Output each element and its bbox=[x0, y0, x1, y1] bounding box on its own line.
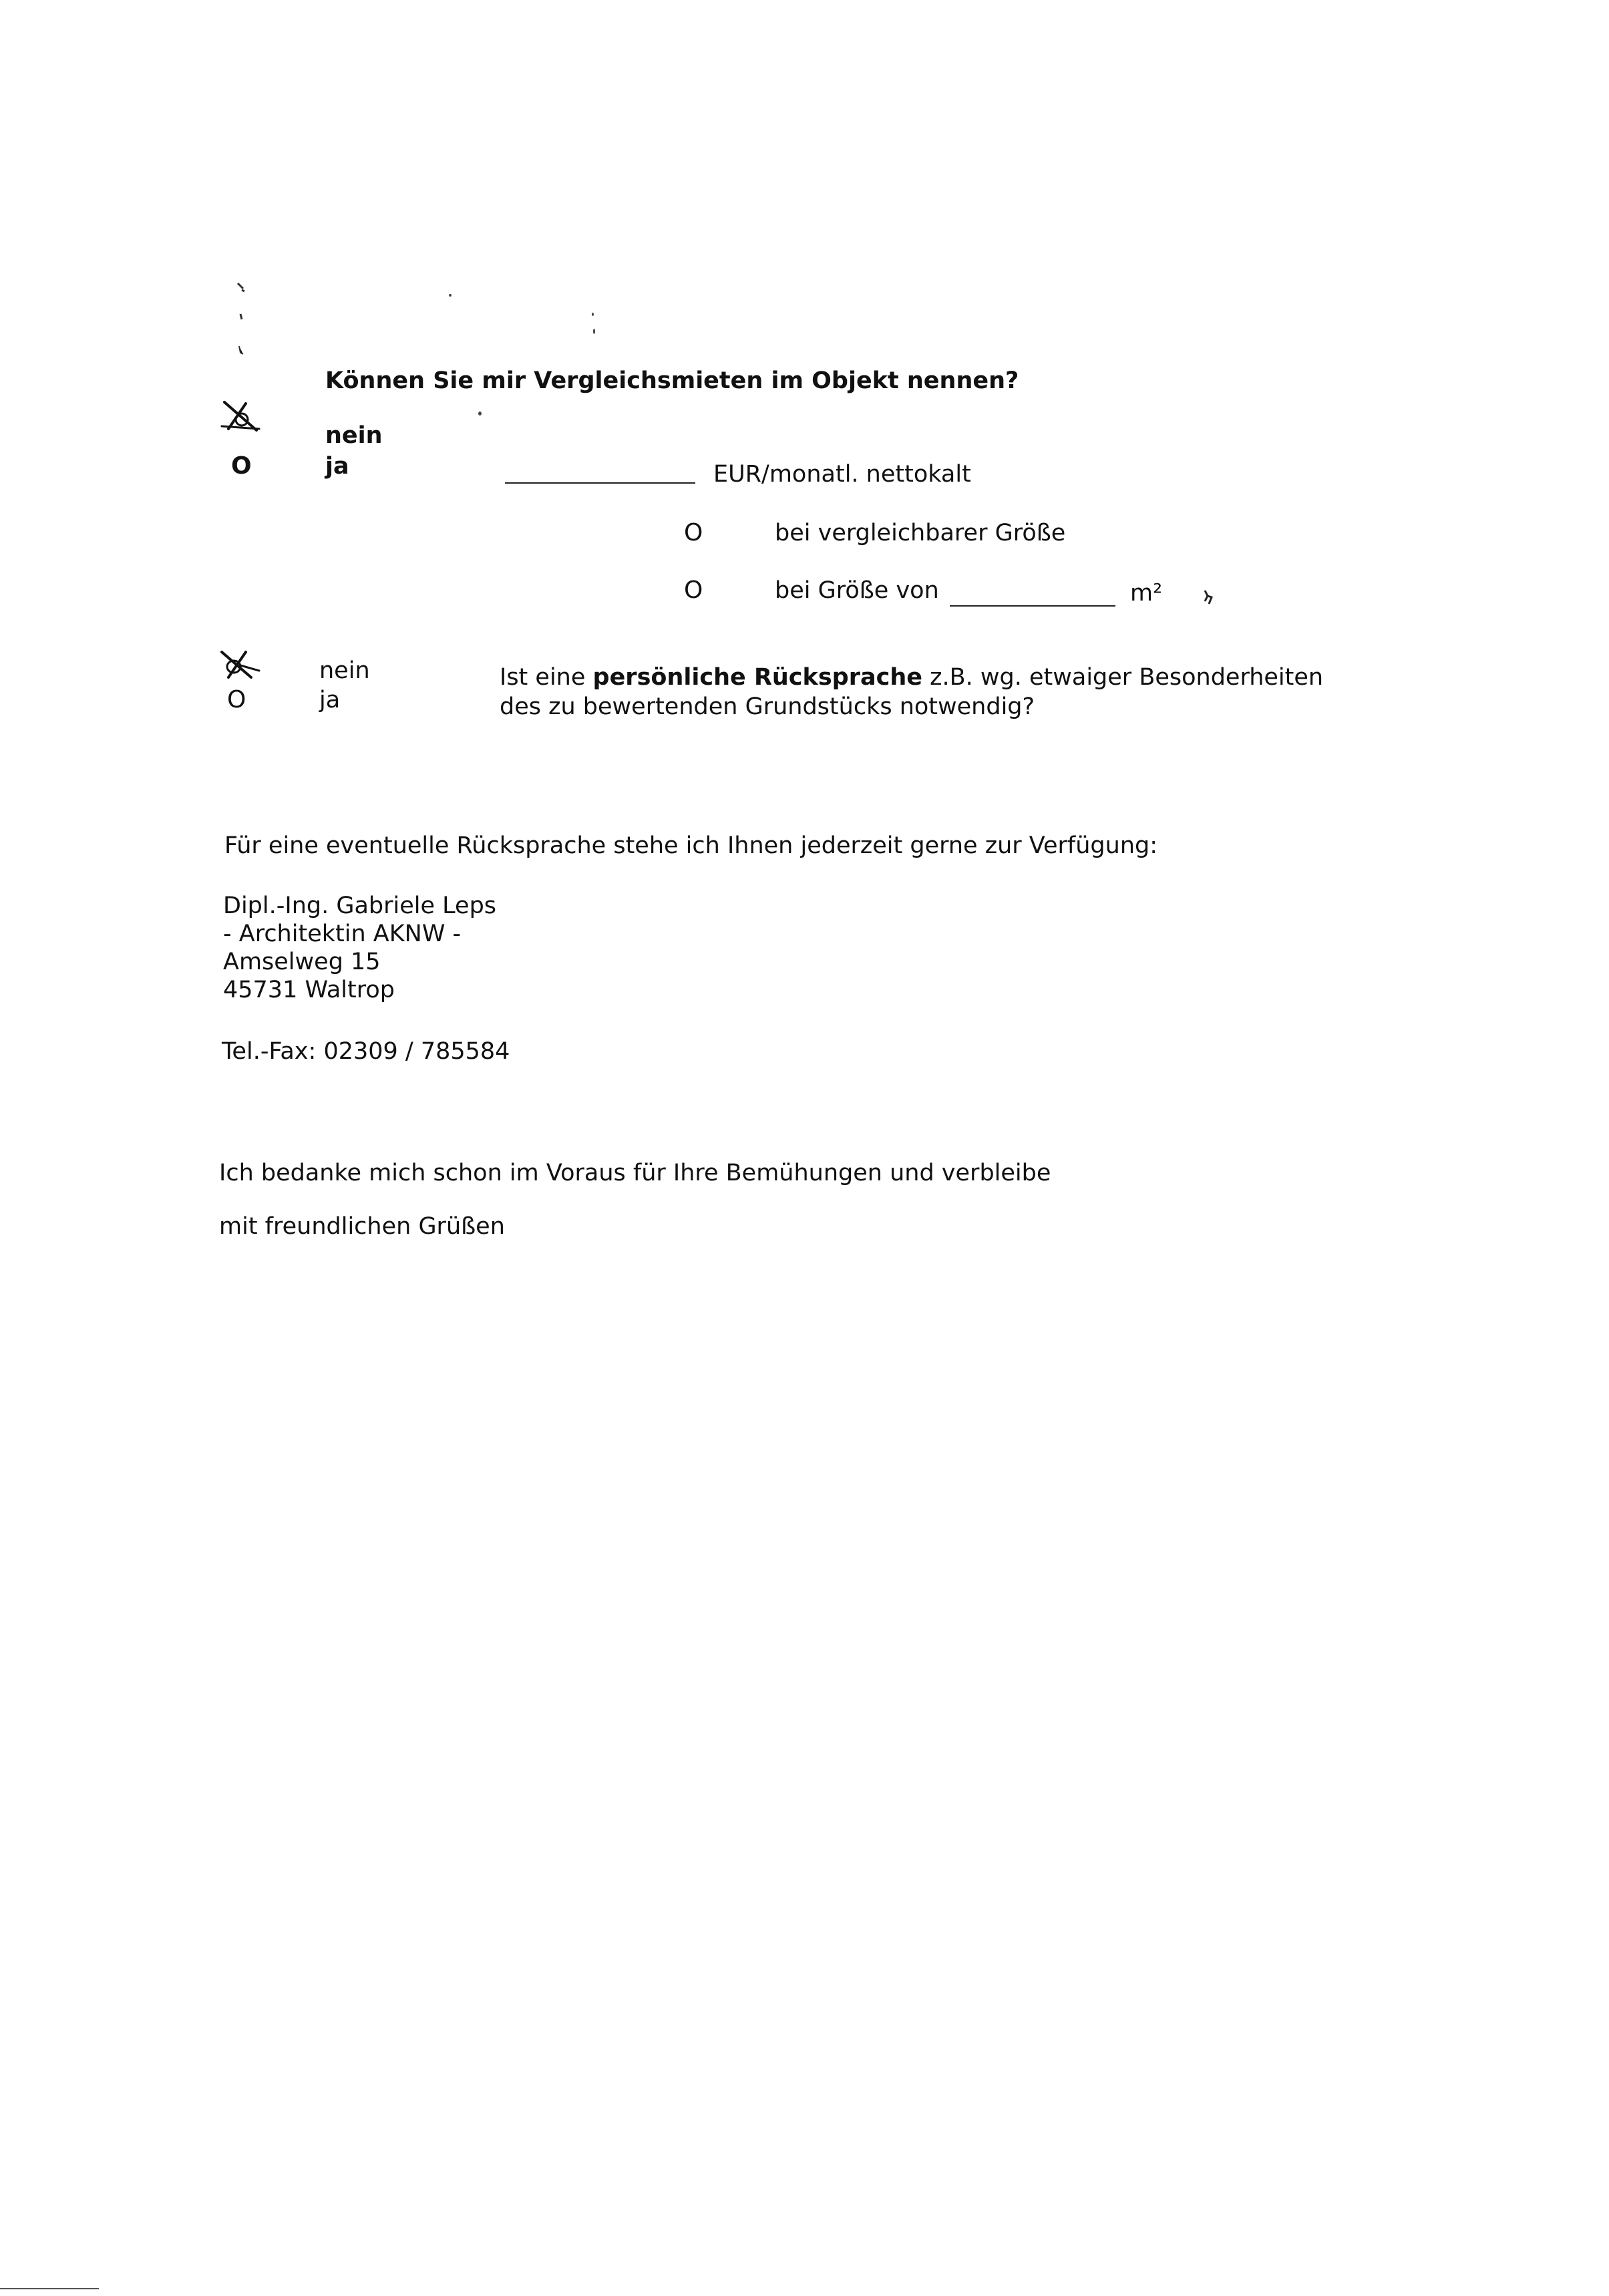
question-line2: des zu bewertenden Grundstücks notwendig? bbox=[500, 693, 1035, 720]
contact-street: Amselweg 15 bbox=[223, 949, 381, 975]
question-comparative-rents: Können Sie mir Vergleichsmieten im Objekt nennen? bbox=[325, 367, 1019, 394]
question-bold: persönliche Rücksprache bbox=[592, 664, 923, 691]
area-input-line[interactable] bbox=[950, 605, 1115, 607]
contact-phone: Tel.-Fax: 02309 / 785584 bbox=[222, 1038, 510, 1065]
cross-mark-icon[interactable] bbox=[218, 648, 260, 683]
question-suffix: z.B. wg. etwaiger Besonderheiten bbox=[922, 664, 1324, 691]
scan-speck-icon bbox=[235, 281, 255, 361]
area-unit-label: m² bbox=[1130, 580, 1163, 607]
question-prefix: Ist eine bbox=[500, 664, 593, 691]
rent-input-line[interactable] bbox=[505, 482, 695, 484]
radio-comparable-size[interactable]: O bbox=[684, 519, 703, 546]
contact-city: 45731 Waltrop bbox=[223, 977, 395, 1003]
radio-ja[interactable]: O bbox=[231, 452, 252, 480]
scan-speck bbox=[449, 294, 452, 297]
radio-size-of[interactable]: O bbox=[684, 577, 703, 604]
contact-name: Dipl.-Ing. Gabriele Leps bbox=[223, 892, 497, 919]
scan-edge-line bbox=[0, 2288, 99, 2289]
scan-speck bbox=[593, 329, 595, 334]
rent-unit-label: EUR/monatl. nettokalt bbox=[713, 461, 971, 488]
radio-ja[interactable]: O bbox=[227, 686, 246, 713]
scan-speck-icon bbox=[1201, 588, 1217, 608]
option-size-of: bei Größe von bbox=[775, 577, 939, 604]
option-comparable-size: bei vergleichbarer Größe bbox=[775, 520, 1066, 546]
closing-thanks: Ich bedanke mich schon im Voraus für Ihre Bemühungen und verbleibe bbox=[219, 1160, 1051, 1186]
contact-intro: Für eine eventuelle Rücksprache stehe ich Ihnen jederzeit gerne zur Verfügung: bbox=[224, 832, 1158, 859]
option-ja: ja bbox=[319, 687, 341, 713]
option-nein: nein bbox=[325, 422, 383, 449]
question-personal-consultation bbox=[500, 663, 1323, 692]
cross-mark-icon[interactable] bbox=[219, 399, 262, 434]
scan-speck bbox=[592, 313, 594, 316]
option-nein: nein bbox=[319, 657, 370, 684]
option-ja: ja bbox=[325, 453, 349, 480]
scan-speck bbox=[478, 412, 482, 416]
contact-title: - Architektin AKNW - bbox=[223, 921, 462, 947]
closing-greeting: mit freundlichen Grüßen bbox=[219, 1213, 505, 1240]
